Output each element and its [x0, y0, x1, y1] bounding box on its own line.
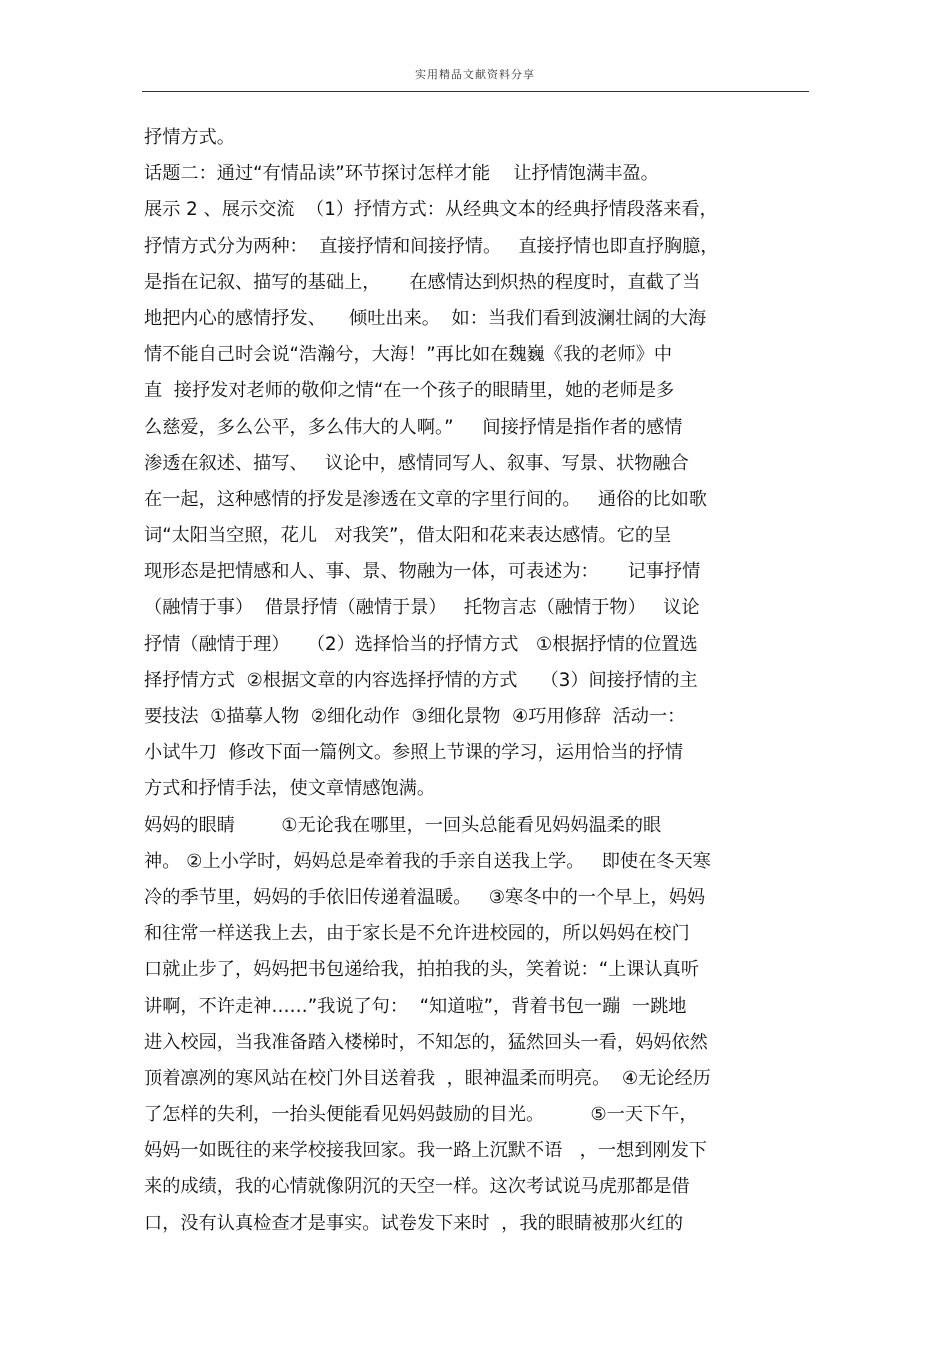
text-line: 展示 2 、展示交流 （1）抒情方式：从经典文本的经典抒情段落来看，	[144, 199, 718, 221]
text-line: 抒情（融情于理） （2）选择恰当的抒情方式 ①根据抒情的位置选	[144, 633, 698, 655]
text-line: 来的成绩，我的心情就像阴沉的天空一样。这次考试说马虎那都是借	[144, 1176, 690, 1198]
text-line: 口就止步了，妈妈把书包递给我，拍拍我的头，笑着说：“上课认真听	[144, 959, 700, 981]
text-line: 在一起，这种感情的抒发是渗透在文章的字里行间的。 通俗的比如歌	[144, 488, 707, 510]
text-line: 了怎样的失利，一抬头便能看见妈妈鼓励的目光。 ⑤一天下午，	[144, 1104, 698, 1126]
text-line: 顶着凛冽的寒风站在校门外目送着我 ，眼神温柔而明亮。 ④无论经历	[144, 1067, 711, 1089]
text-line: 是指在记叙、描写的基础上， 在感情达到炽热的程度时，直截了当	[144, 271, 701, 293]
text-line: 抒情方式分为两种： 直接抒情和间接抒情。 直接抒情也即直抒胸臆，	[144, 235, 719, 257]
text-line: 妈妈一如既往的来学校接我回家。我一路上沉默不语 ，一想到刚发下	[144, 1140, 707, 1162]
text-line: 要技法 ①描摹人物 ②细化动作 ③细化景物 ④巧用修辞 活动一：	[144, 706, 686, 727]
text-line: 讲啊，不许走神……”我说了句： “知道啦”，背着书包一蹦 一跳地	[144, 995, 687, 1017]
text-line: 直 接抒发对老师的敬仰之情“在一个孩子的眼睛里，她的老师是多	[144, 380, 675, 402]
text-line: 冷的季节里，妈妈的手依旧传递着温暖。 ③寒冬中的一个早上，妈妈	[144, 886, 706, 908]
text-line: 和往常一样送我上去，由于家长是不允许进校园的，所以妈妈在校门	[144, 923, 690, 945]
document-body	[144, 120, 824, 1242]
text-line: 词“太阳当空照，花儿 对我笑”，借太阳和花来表达感情。它的呈	[144, 525, 672, 547]
text-line: 小试牛刀 修改下面一篇例文。参照上节课的学习，运用恰当的抒情	[144, 742, 684, 764]
text-line: 情不能自己时会说“浩瀚兮，大海！”再比如在魏巍《我的老师》中	[144, 344, 673, 366]
text-line: 神。 ②上小学时，妈妈总是牵着我的手亲自送我上学。 即使在冬天寒	[144, 850, 711, 872]
text-line: 渗透在叙述、描写、 议论中，感情同写人、叙事、写景、状物融合	[144, 452, 689, 474]
text-line: 地把内心的感情抒发、 倾吐出来。 如：当我们看到波澜壮阔的大海	[144, 307, 707, 329]
header-divider	[142, 91, 809, 92]
text-line: 口，没有认真检查才是事实。试卷发下来时 ，我的眼睛被那火红的	[144, 1212, 684, 1234]
text-line: 么慈爱，多么公平，多么伟大的人啊。” 间接抒情是指作者的感情	[144, 416, 683, 438]
text-line: 抒情方式。	[144, 127, 235, 148]
text-line: 进入校园，当我准备踏入楼梯时，不知怎的，猛然回头一看，妈妈依然	[144, 1031, 708, 1053]
text-line: 择抒情方式 ②根据文章的内容选择抒情的方式 （3）间接抒情的主	[144, 669, 698, 691]
page-header-title: 实用精品文献资料分享	[415, 68, 535, 81]
text-line: 方式和抒情手法，使文章情感饱满。	[144, 778, 436, 800]
text-line: 现形态是把情感和人、事、景、物融为一体，可表述为： 记事抒情	[144, 561, 701, 583]
text-line: （融情于事） 借景抒情（融情于景） 托物言志（融情于物） 议论	[144, 597, 700, 619]
text-line: 话题二：通过“有情品读”环节探讨怎样才能 让抒情饱满丰盈。	[144, 163, 659, 185]
text-line: 妈妈的眼睛 ①无论我在哪里，一回头总能看见妈妈温柔的眼	[144, 814, 662, 836]
